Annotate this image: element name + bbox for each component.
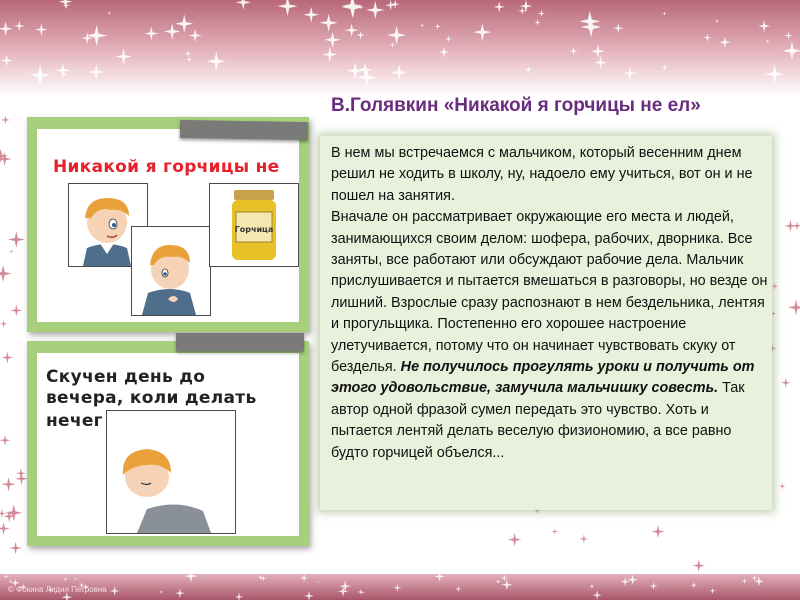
story-summary	[331, 143, 771, 464]
decorative-bottom-border	[0, 574, 800, 600]
sparkle-icon	[788, 299, 800, 315]
sparkle-icon	[579, 534, 588, 543]
card-caption-line: Скучен день до	[46, 367, 206, 387]
sparkle-icon	[0, 509, 6, 518]
paragraph-main	[331, 207, 771, 464]
sparkle-icon	[16, 468, 26, 478]
sparkle-icon	[692, 559, 704, 571]
sparkle-icon	[784, 220, 796, 232]
sparkle-icon	[779, 483, 785, 489]
sparkle-icon	[15, 473, 28, 486]
paragraph-emphasis: Не получилось прогулять уроки и получить от этого удовольствие, замучила мальчишку совесть.	[331, 359, 755, 397]
sparkle-icon	[9, 542, 22, 555]
sparkle-icon	[3, 510, 15, 522]
sparkle-icon	[552, 528, 558, 534]
sparkle-icon	[0, 265, 12, 282]
author-credit: © Фокина Лидия Петровна	[8, 585, 107, 594]
sparkle-icon	[10, 305, 22, 317]
sparkle-icon	[8, 231, 25, 248]
jar-label: Горчица	[234, 225, 274, 234]
sad-boy-illustration	[107, 411, 235, 533]
sparkle-icon	[793, 221, 800, 230]
card-caption-line: нечег	[46, 411, 103, 431]
sparkle-icon	[1, 477, 15, 491]
paragraph-conclusion: Так автор одной фразой сумел передать это чувство. Хоть и пытается лентяй делать веселую физиономию, а все равно будто горчицей объелся...	[331, 380, 745, 461]
sparkle-icon	[9, 249, 13, 253]
sparkle-icon	[0, 320, 7, 328]
card-caption-line: вечера, коли делать	[46, 388, 257, 408]
decorative-top-border	[0, 0, 800, 96]
card-tab	[176, 333, 304, 351]
paragraph-text: Вначале он рассматривает окружающие его места и людей, занимающихся своим делом: шофера, рабочих, дворника. Все заняты, все работают или обсуждают рабочие дела. Мальчик прислушивается и пытается вмешаться в разговоры, но везде он лишний. Взрослые сразу распознают в нем бездельника, лентяя и прогульщика. Постепенно его хорошее настроение улетучивается, потому что он начинает чувствовать скуку от безделья.	[331, 209, 768, 376]
sparkle-icon	[0, 152, 12, 166]
mustard-frame	[209, 183, 299, 267]
sparkle-icon	[0, 522, 10, 535]
boy-thinking-illustration	[132, 227, 210, 315]
sparkle-icon	[771, 283, 778, 290]
sad-boy-frame	[106, 410, 236, 534]
sparkle-icon	[651, 525, 664, 538]
paragraph-intro: В нем мы встречаемся с мальчиком, который весенним днем решил не ходить в школу, ну, надоело ему учиться, вот он и не пошел на занятия.	[331, 145, 753, 204]
slide-title: В.Голявкин «Никакой я горчицы не ел»	[331, 95, 701, 116]
sparkle-icon	[5, 504, 22, 521]
sparkle-icon	[0, 149, 8, 163]
boy-frame-center	[131, 226, 211, 316]
card-tab	[180, 120, 308, 140]
sparkle-icon	[0, 435, 11, 446]
sparkle-icon	[1, 352, 13, 364]
sparkle-icon	[781, 378, 790, 387]
sparkle-icon	[1, 115, 10, 124]
sparkle-icon	[508, 533, 522, 547]
mustard-jar-icon	[210, 184, 298, 266]
card-caption: Никакой я горчицы не	[53, 157, 280, 177]
